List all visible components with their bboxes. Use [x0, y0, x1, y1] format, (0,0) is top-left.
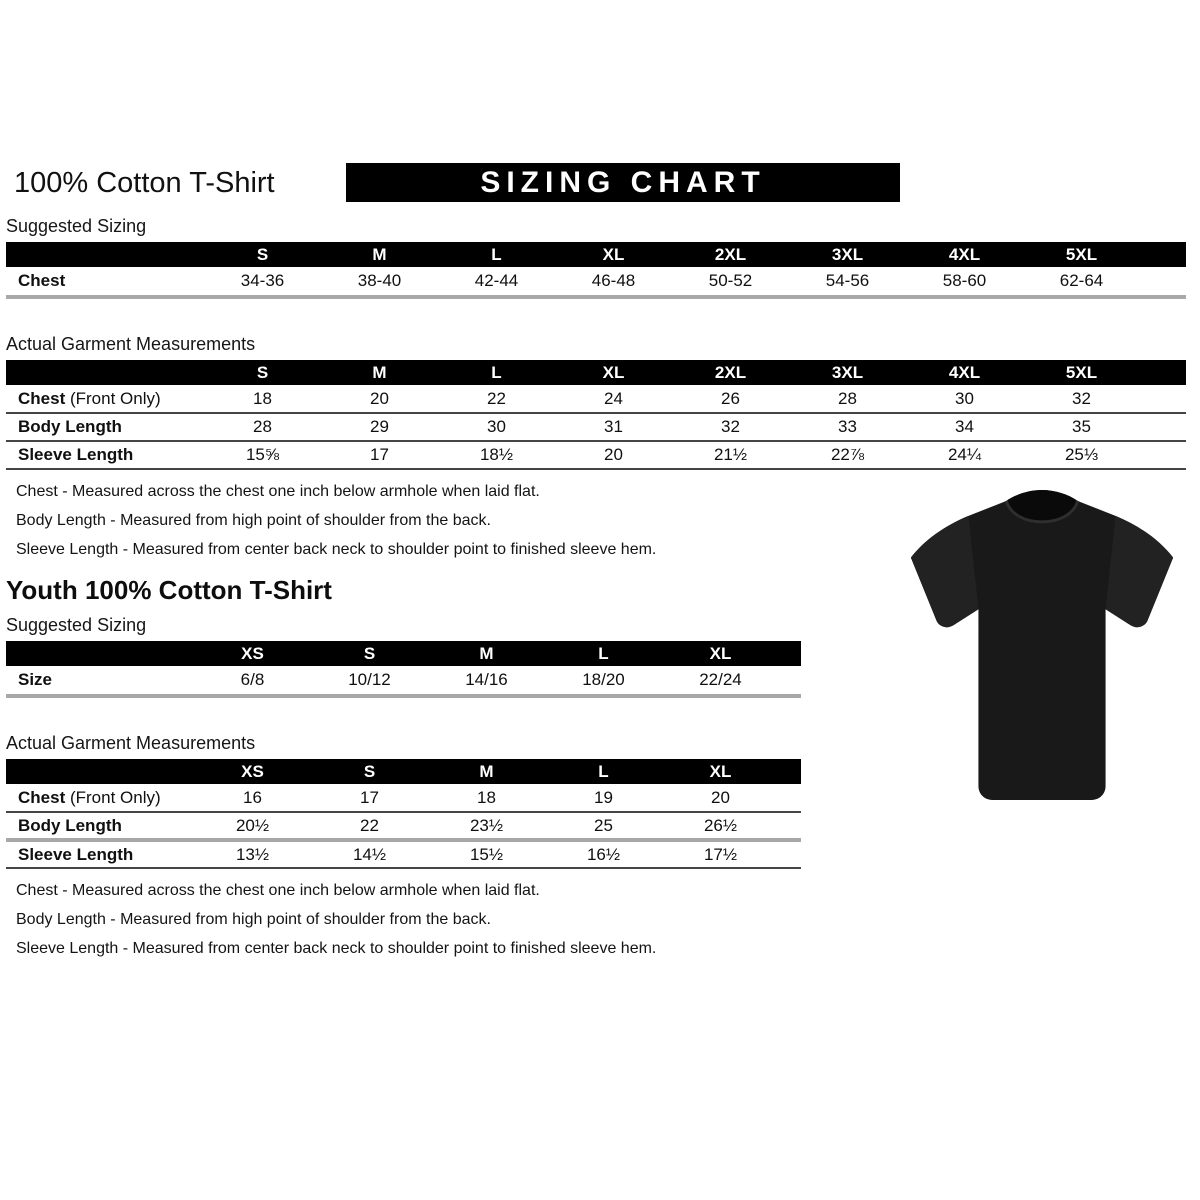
cell: 26: [721, 388, 740, 408]
row-label: Sleeve Length: [18, 445, 134, 464]
black-tshirt-icon: [893, 476, 1191, 814]
cell: 22: [487, 388, 506, 408]
cell: 16½: [586, 844, 621, 864]
size-col-header: M: [321, 242, 438, 267]
cell-filler: [1140, 385, 1186, 413]
size-header-blank: [6, 360, 204, 385]
cell: 14/16: [465, 670, 508, 689]
row-label-suffix: (Front Only): [65, 388, 161, 408]
cell: 58-60: [942, 271, 987, 290]
cell: 24¼: [947, 445, 982, 464]
note-line: Body Length - Measured from high point of shoulder from the back.: [16, 911, 491, 928]
youth-measurements-table: [6, 759, 801, 869]
cell: 16: [243, 787, 262, 807]
cell: 42-44: [474, 271, 519, 290]
row-label: Body Length: [18, 815, 122, 835]
size-col-header: 3XL: [789, 242, 906, 267]
cell: 50-52: [708, 271, 753, 290]
header-filler: [1140, 242, 1186, 267]
cell: 17: [370, 445, 389, 464]
size-col-header: S: [311, 759, 428, 784]
spacer: [6, 299, 1200, 325]
size-header-row: [6, 641, 801, 666]
cell: 15⅝: [245, 445, 280, 464]
note-line: Sleeve Length - Measured from center back neck to shoulder point to finished sleeve hem.: [16, 940, 657, 957]
size-header-row: [6, 360, 1186, 385]
cell: 23½: [469, 815, 504, 835]
size-col-header: L: [438, 242, 555, 267]
table-row-body-length: [6, 413, 1186, 441]
size-col-header: XL: [555, 242, 672, 267]
size-col-header: 2XL: [672, 360, 789, 385]
cell: 18: [477, 787, 496, 807]
adult-measurements-table: [6, 360, 1186, 470]
table-row-chest-front-only: [6, 784, 801, 812]
adult-suggested-sizing-label: Suggested Sizing: [6, 216, 147, 236]
note-line: Body Length - Measured from high point of shoulder from the back.: [16, 512, 491, 529]
cell: 17: [360, 787, 379, 807]
cell: 30: [487, 417, 506, 436]
size-col-header: XL: [662, 641, 779, 666]
cell: 13½: [235, 844, 270, 864]
youth-measurement-notes: [16, 882, 1200, 958]
size-col-header: 4XL: [906, 360, 1023, 385]
size-col-header: L: [545, 759, 662, 784]
cell: 19: [594, 787, 613, 807]
size-col-header: 4XL: [906, 242, 1023, 267]
size-col-header: M: [428, 759, 545, 784]
cell: 28: [838, 388, 857, 408]
cell: 54-56: [825, 271, 870, 290]
cell: 17½: [703, 844, 738, 864]
row-label-main: Chest: [18, 388, 66, 408]
cell-filler: [1140, 441, 1186, 469]
cell: 26½: [703, 815, 738, 835]
cell: 30: [955, 388, 974, 408]
cell: 34-36: [240, 271, 285, 290]
table-row-body-length: [6, 812, 801, 840]
size-col-header: XS: [194, 641, 311, 666]
sizing-chart-banner: SIZING CHART: [346, 163, 900, 202]
header-filler: [779, 759, 801, 784]
table-row-sleeve-length: [6, 441, 1186, 469]
cell: 31: [604, 417, 623, 436]
row-label: [6, 385, 204, 413]
cell: 18½: [479, 445, 514, 464]
youth-measurements-label: Actual Garment Measurements: [6, 733, 256, 753]
cell: 32: [721, 417, 740, 436]
cell-filler: [779, 784, 801, 812]
row-label-main: Chest: [18, 787, 66, 807]
cell-filler: [779, 840, 801, 868]
cell: 22⅞: [830, 445, 865, 464]
size-header-blank: [6, 641, 194, 666]
note-line: Sleeve Length - Measured from center back neck to shoulder point to finished sleeve hem.: [16, 541, 657, 558]
row-label: Size: [18, 670, 53, 689]
cell: 15½: [469, 844, 504, 864]
size-col-header: L: [545, 641, 662, 666]
cell: 29: [370, 417, 389, 436]
cell: 25: [594, 815, 613, 835]
cell: 21½: [713, 445, 748, 464]
youth-suggested-sizing-label: Suggested Sizing: [6, 615, 147, 635]
cell-filler: [779, 812, 801, 840]
row-label: [6, 784, 194, 812]
page-title: 100% Cotton T-Shirt: [14, 167, 275, 199]
size-col-header: XL: [555, 360, 672, 385]
cell: 18/20: [582, 670, 625, 689]
cell: 20: [370, 388, 389, 408]
size-header-blank: [6, 759, 194, 784]
cell: 20½: [235, 815, 270, 835]
note-line: Chest - Measured across the chest one inch below armhole when laid flat.: [16, 882, 540, 899]
size-header-row: [6, 759, 801, 784]
size-col-header: 5XL: [1023, 360, 1140, 385]
cell-filler: [779, 666, 801, 696]
size-col-header: XS: [194, 759, 311, 784]
cell: 62-64: [1059, 271, 1104, 290]
cell: 35: [1072, 417, 1091, 436]
size-col-header: S: [204, 360, 321, 385]
cell: 20: [604, 445, 623, 464]
size-header-row: [6, 242, 1186, 267]
size-col-header: S: [311, 641, 428, 666]
size-col-header: L: [438, 360, 555, 385]
cell: 46-48: [591, 271, 636, 290]
row-label: Chest: [18, 271, 66, 290]
table-row-size: [6, 666, 801, 696]
cell: 22/24: [699, 670, 742, 689]
cell: 32: [1072, 388, 1091, 408]
cell: 25⅓: [1064, 445, 1099, 464]
cell-filler: [1140, 413, 1186, 441]
header-filler: [1140, 360, 1186, 385]
size-col-header: M: [321, 360, 438, 385]
cell-filler: [1140, 267, 1186, 297]
size-col-header: 5XL: [1023, 242, 1140, 267]
cell: 33: [838, 417, 857, 436]
adult-suggested-sizing-table: [6, 242, 1186, 299]
tshirt-image: [893, 476, 1191, 814]
header: [6, 163, 1200, 207]
row-label: Sleeve Length: [18, 844, 134, 864]
size-col-header: 3XL: [789, 360, 906, 385]
youth-suggested-sizing-table: [6, 641, 801, 698]
cell: 20: [711, 787, 730, 807]
size-header-blank: [6, 242, 204, 267]
cell: 34: [955, 417, 974, 436]
table-row-sleeve-length: [6, 840, 801, 868]
cell: 18: [253, 388, 272, 408]
size-col-header: 2XL: [672, 242, 789, 267]
tshirt-sleeve-shade-left: [911, 516, 979, 627]
cell: 28: [253, 417, 272, 436]
row-label: Body Length: [18, 417, 122, 436]
note-line: Chest - Measured across the chest one inch below armhole when laid flat.: [16, 483, 540, 500]
adult-measurements-label: Actual Garment Measurements: [6, 334, 256, 354]
cell: 14½: [352, 844, 387, 864]
cell: 24: [604, 388, 623, 408]
cell: 38-40: [357, 271, 402, 290]
cell: 10/12: [348, 670, 391, 689]
table-row-chest: [6, 267, 1186, 297]
youth-section-title: Youth 100% Cotton T-Shirt: [6, 575, 332, 605]
size-col-header: M: [428, 641, 545, 666]
table-row-chest-front-only: [6, 385, 1186, 413]
size-col-header: S: [204, 242, 321, 267]
header-filler: [779, 641, 801, 666]
tshirt-sleeve-shade-right: [1106, 516, 1174, 627]
cell: 22: [360, 815, 379, 835]
size-col-header: XL: [662, 759, 779, 784]
cell: 6/8: [240, 670, 265, 689]
row-label-suffix: (Front Only): [65, 787, 161, 807]
